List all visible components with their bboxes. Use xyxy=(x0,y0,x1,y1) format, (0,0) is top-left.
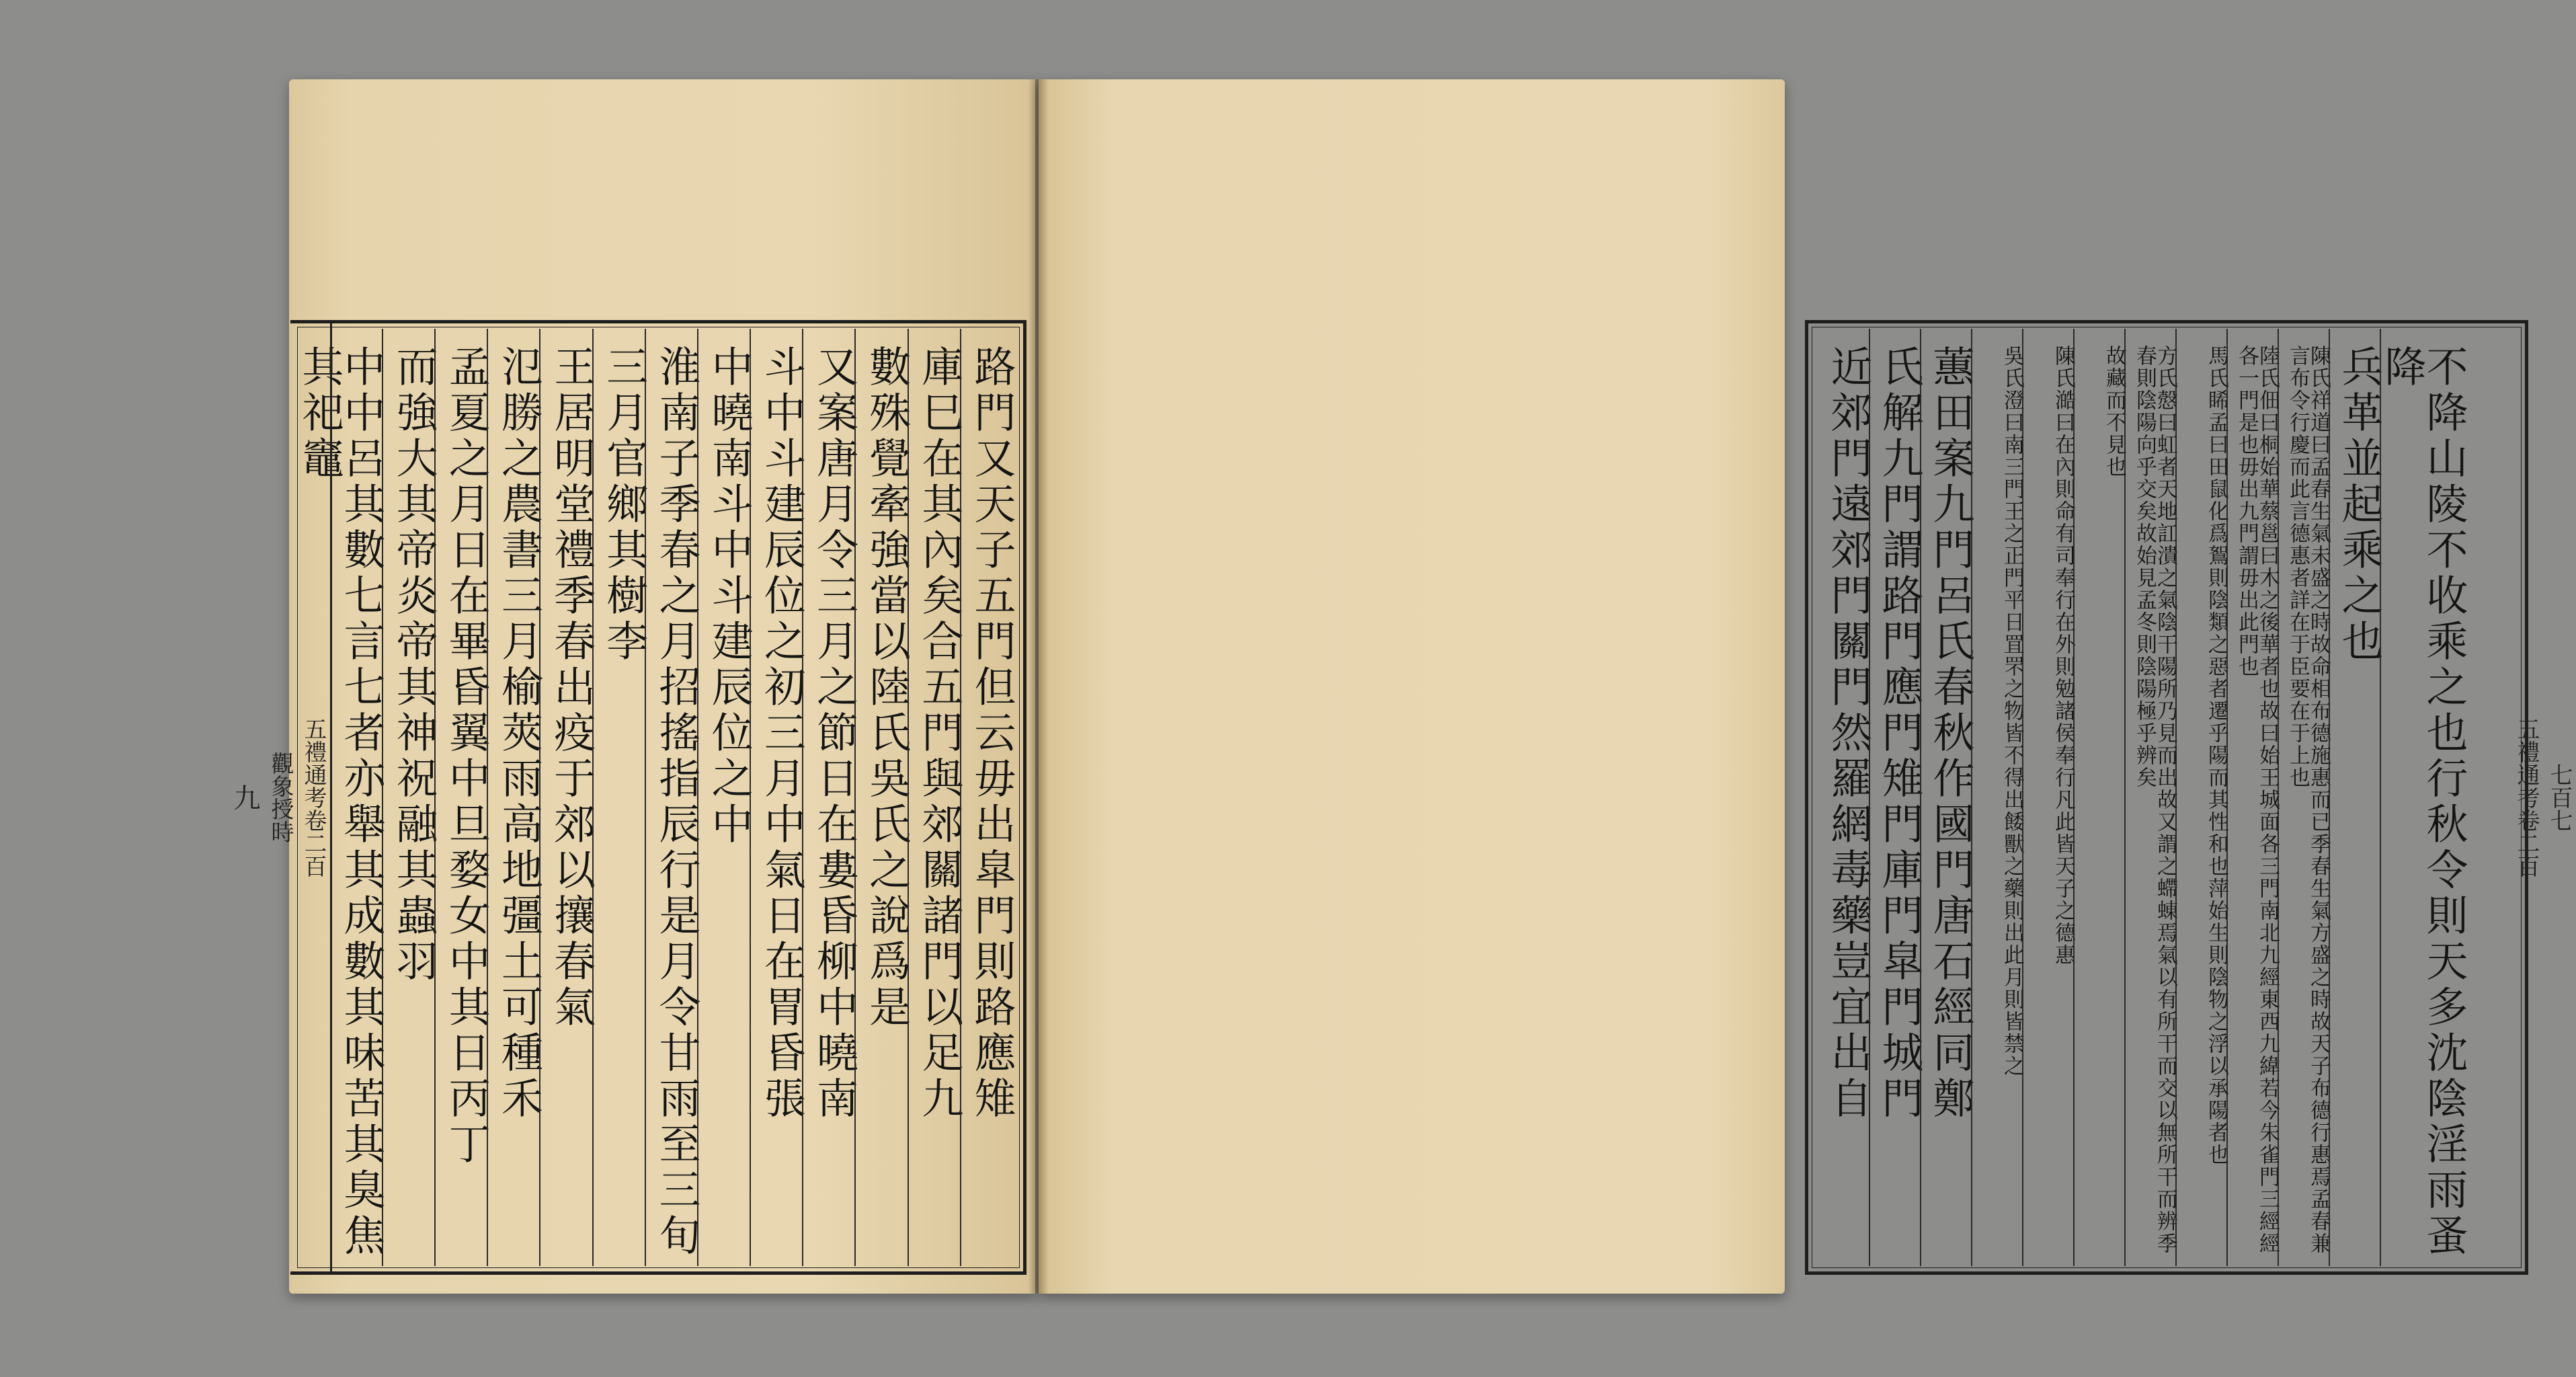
right-page-text-frame xyxy=(1805,320,2573,1275)
book-gutter xyxy=(1029,79,1049,1294)
text-column: 淮南子季春之月招搖指辰行是月令甘雨至三旬 xyxy=(645,329,697,1266)
text-column: 陸氏佃曰桐始華蔡邕曰木之後華者也故曰始王城面各三門南北九經東西九緯若今朱雀門三經經各一門是也毋出九門謂毋出此門也 xyxy=(2226,329,2278,1266)
left-page-columns xyxy=(294,329,1016,1266)
book-title: 五禮通考卷二百 xyxy=(300,717,327,877)
text-column: 中中呂其數七言七者亦舉其成數其味苦其臭焦其祀竈 xyxy=(294,345,386,1259)
right-page-columns xyxy=(1819,329,2468,1266)
text-column: 兵革並起乘之也 xyxy=(2329,329,2380,1266)
left-page-text-frame xyxy=(229,320,1027,1275)
text-column: 孟夏之月日在畢昏翼中旦婺女中其日丙丁 xyxy=(434,329,487,1266)
text-column: 不降山陵不收乘之也行秋令則天多沈陰淫雨蚤降 xyxy=(2380,329,2464,1266)
text-column: 氾勝之農書三月榆莢雨高地彊土可種禾 xyxy=(487,329,539,1266)
text-column: 王居明堂禮季春出疫于郊以攘春氣 xyxy=(539,329,592,1266)
left-page xyxy=(229,79,1035,1294)
text-column: 又案唐月令三月之節日在婁昏柳中曉南 xyxy=(802,329,854,1266)
page-number: 九 xyxy=(229,784,260,811)
text-column: 庫巳在其內矣合五門與郊關諸門以足九 xyxy=(908,329,960,1266)
top-label: 七百七 xyxy=(2546,763,2573,832)
text-column: 中曉南斗中斗建辰位之中 xyxy=(697,329,750,1266)
text-column: 方氏慤曰虹者天地訌潰之氣陰干陽所乃見而出故又謂之螮蝀焉氣以有所干而交以無所干而辨季春則陰陽向乎交矣故始見孟冬則陰陽極乎辨矣 xyxy=(2124,329,2175,1266)
right-page xyxy=(1039,79,2573,1294)
text-column: 三月官鄉其樹李 xyxy=(592,329,645,1266)
section-title: 觀象授時 xyxy=(267,752,294,843)
text-column: 路門又天子五門但云毋出皐門則路應雉 xyxy=(960,329,1012,1266)
text-column: 吳氏澄曰南三門王之正門平日罝罘之物皆不得出餧獸之藥則出此月則皆禁之 xyxy=(1971,329,2022,1266)
text-column: 氏解九門謂路門應門雉門庫門皐門城門 xyxy=(1869,329,1920,1266)
left-page-margin xyxy=(229,323,332,1271)
text-column: 陳氏澔曰在內則命有司奉行在外則勉諸侯奉行凡此皆天子之德惠 xyxy=(2022,329,2073,1266)
text-column: 蕙田案九門呂氏春秋作國門唐石經同鄭 xyxy=(1920,329,1971,1266)
right-page-margin xyxy=(2513,323,2576,1271)
text-column: 而強大其帝炎帝其神祝融其蟲羽 xyxy=(382,329,434,1266)
text-column: 斗中斗建辰位之初三月中氣日在胃昏張 xyxy=(750,329,802,1266)
open-book xyxy=(229,79,2573,1294)
text-column: 馬氏睎孟曰田鼠化爲鴽則陰類之惡者遷乎陽而其性和也萍始生則陰物之浮以承陽者也 xyxy=(2175,329,2226,1266)
text-column: 近郊門遠郊門關門然羅網毒藥豈宜出自 xyxy=(1824,345,1873,1122)
book-title: 五禮通考卷二百 xyxy=(2513,717,2540,877)
text-column: 數殊覺牽強當以陸氏吳氏之說爲是 xyxy=(854,329,907,1266)
text-column: 陳氏祥道曰孟春生氣未盛之時故命相布德施惠而已季春生氣方盛之時故天子布德行惠焉孟春兼言布令行慶而此言德惠者詳在于臣要在于上也 xyxy=(2278,329,2329,1266)
text-column: 故藏而不見也 xyxy=(2073,329,2124,1266)
